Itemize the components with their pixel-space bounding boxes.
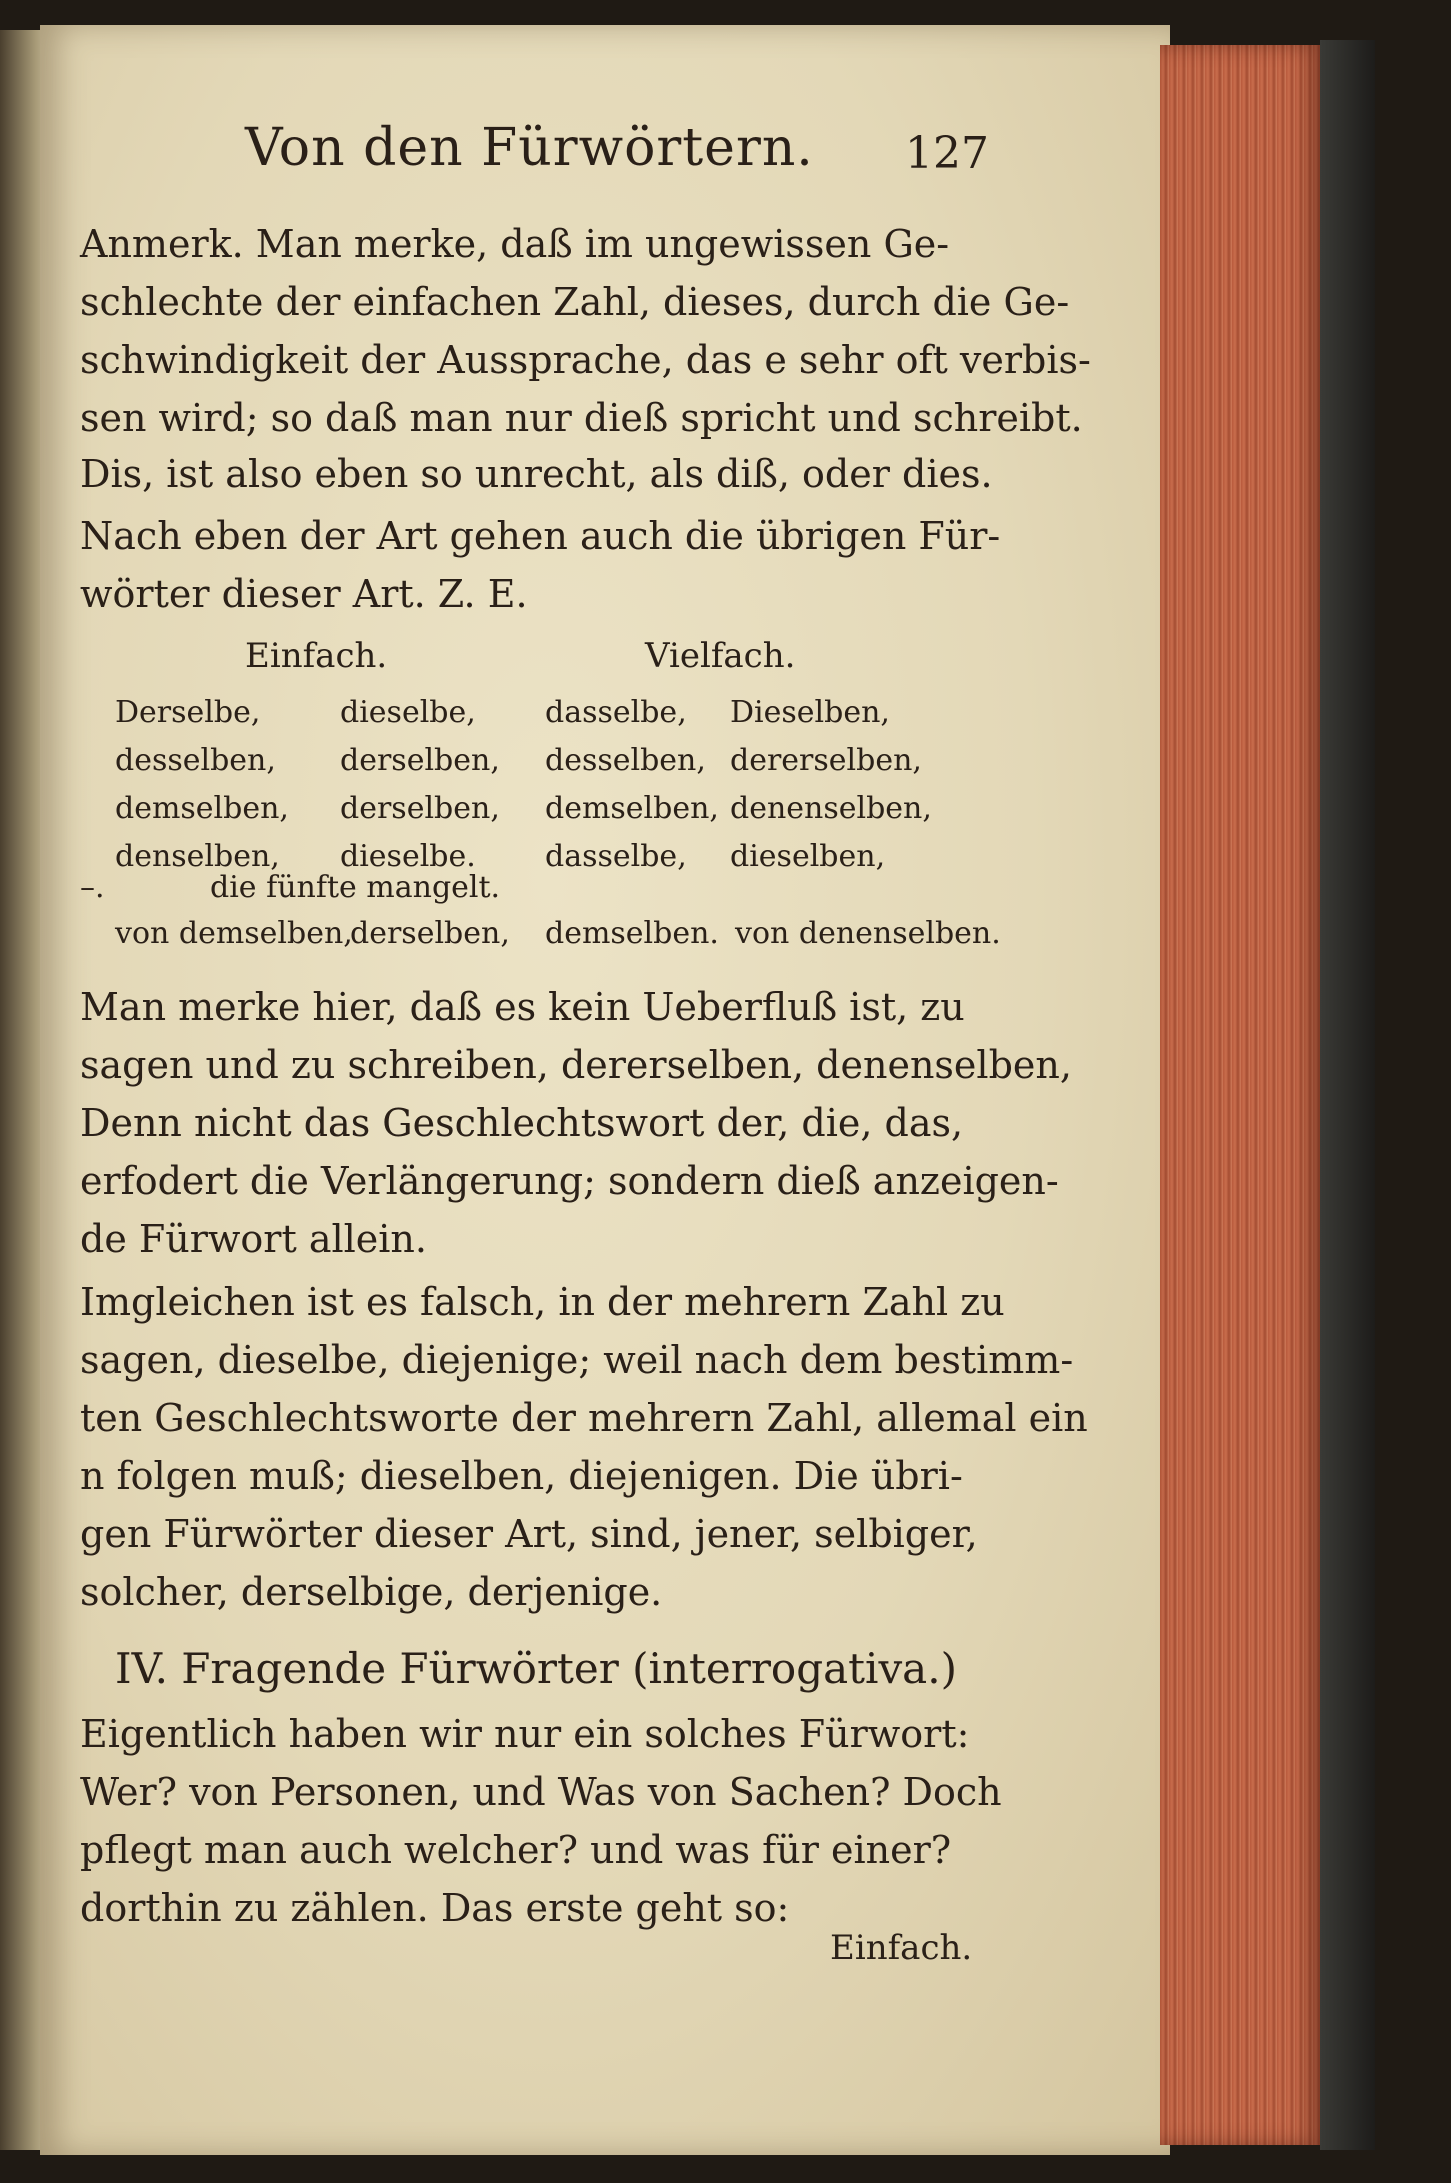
table-cell: Derselbe,	[115, 695, 261, 730]
text-line: erfodert die Verlängerung; sondern dieß anzeigen-	[80, 1159, 1059, 1203]
text-line: solcher, derselbige, derjenige.	[80, 1570, 663, 1614]
text-line: n folgen muß; dieselben, diejenigen. Die übri-	[80, 1454, 963, 1498]
table-cell: von demselben,	[115, 916, 353, 951]
table-cell: demselben,	[115, 791, 289, 826]
text-line: sen wird; so daß man nur dieß spricht und schreibt.	[80, 396, 1083, 440]
table-cell: derselben,	[350, 916, 510, 951]
text-line: schlechte der einfachen Zahl, dieses, durch die Ge-	[80, 280, 1070, 324]
catchword: Einfach.	[830, 1928, 973, 1968]
running-header: Von den Fürwörtern.	[245, 118, 814, 178]
text-line: pflegt man auch welcher? und was für einer?	[80, 1828, 952, 1872]
text-line: Denn nicht das Geschlechtswort der, die, das,	[80, 1101, 964, 1145]
table-header-vielfach: Vielfach.	[645, 636, 796, 676]
table-cell: dasselbe,	[545, 695, 687, 730]
text-line: Dis, ist also eben so unrecht, als diß, oder dies.	[80, 452, 993, 496]
page-number: 127	[905, 128, 989, 179]
table-note: die fünfte mangelt.	[210, 870, 501, 905]
text-line: Man merke hier, daß es kein Ueberfluß ist, zu	[80, 985, 965, 1029]
text-line: Eigentlich haben wir nur ein solches Fürwort:	[80, 1712, 970, 1756]
table-cell: derselben,	[340, 743, 500, 778]
table-cell: dererselben,	[730, 743, 922, 778]
text-line: wörter dieser Art. Z. E.	[80, 572, 528, 616]
table-cell: desselben,	[545, 743, 706, 778]
table-cell: dieselben,	[730, 839, 886, 874]
text-line: Nach eben der Art gehen auch die übrigen Für-	[80, 514, 1001, 558]
text-line: de Fürwort allein.	[80, 1217, 427, 1261]
table-cell: demselben.	[545, 916, 719, 951]
text-line: schwindigkeit der Aussprache, das e sehr oft verbis-	[80, 338, 1091, 382]
table-cell: von denenselben.	[735, 916, 1001, 951]
text-line: dorthin zu zählen. Das erste geht so:	[80, 1886, 790, 1930]
text-line: Wer? von Personen, und Was von Sachen? Doch	[80, 1770, 1002, 1814]
table-cell: denselben,	[115, 839, 280, 874]
table-cell: dieselbe.	[340, 839, 476, 874]
text-line: sagen und zu schreiben, dererselben, denenselben,	[80, 1043, 1072, 1087]
table-cell: derselben,	[340, 791, 500, 826]
text-line: ten Geschlechtsworte der mehrern Zahl, allemal ein	[80, 1396, 1088, 1440]
table-cell: denenselben,	[730, 791, 932, 826]
table-cell: desselben,	[115, 743, 276, 778]
text-line: gen Fürwörter dieser Art, sind, jener, selbiger,	[80, 1512, 978, 1556]
table-cell: dasselbe,	[545, 839, 687, 874]
table-header-einfach: Einfach.	[245, 636, 388, 676]
table-cell: Dieselben,	[730, 695, 890, 730]
text-line: Imgleichen ist es falsch, in der mehrern Zahl zu	[80, 1280, 1005, 1324]
text-line: sagen, dieselbe, diejenige; weil nach dem bestimm-	[80, 1338, 1074, 1382]
section-heading: IV. Fragende Fürwörter (interrogativa.)	[115, 1644, 957, 1693]
table-dash-mark: –.	[80, 870, 105, 905]
text-line: Anmerk. Man merke, daß im ungewissen Ge-	[80, 222, 950, 266]
table-cell: dieselbe,	[340, 695, 476, 730]
table-cell: demselben,	[545, 791, 719, 826]
